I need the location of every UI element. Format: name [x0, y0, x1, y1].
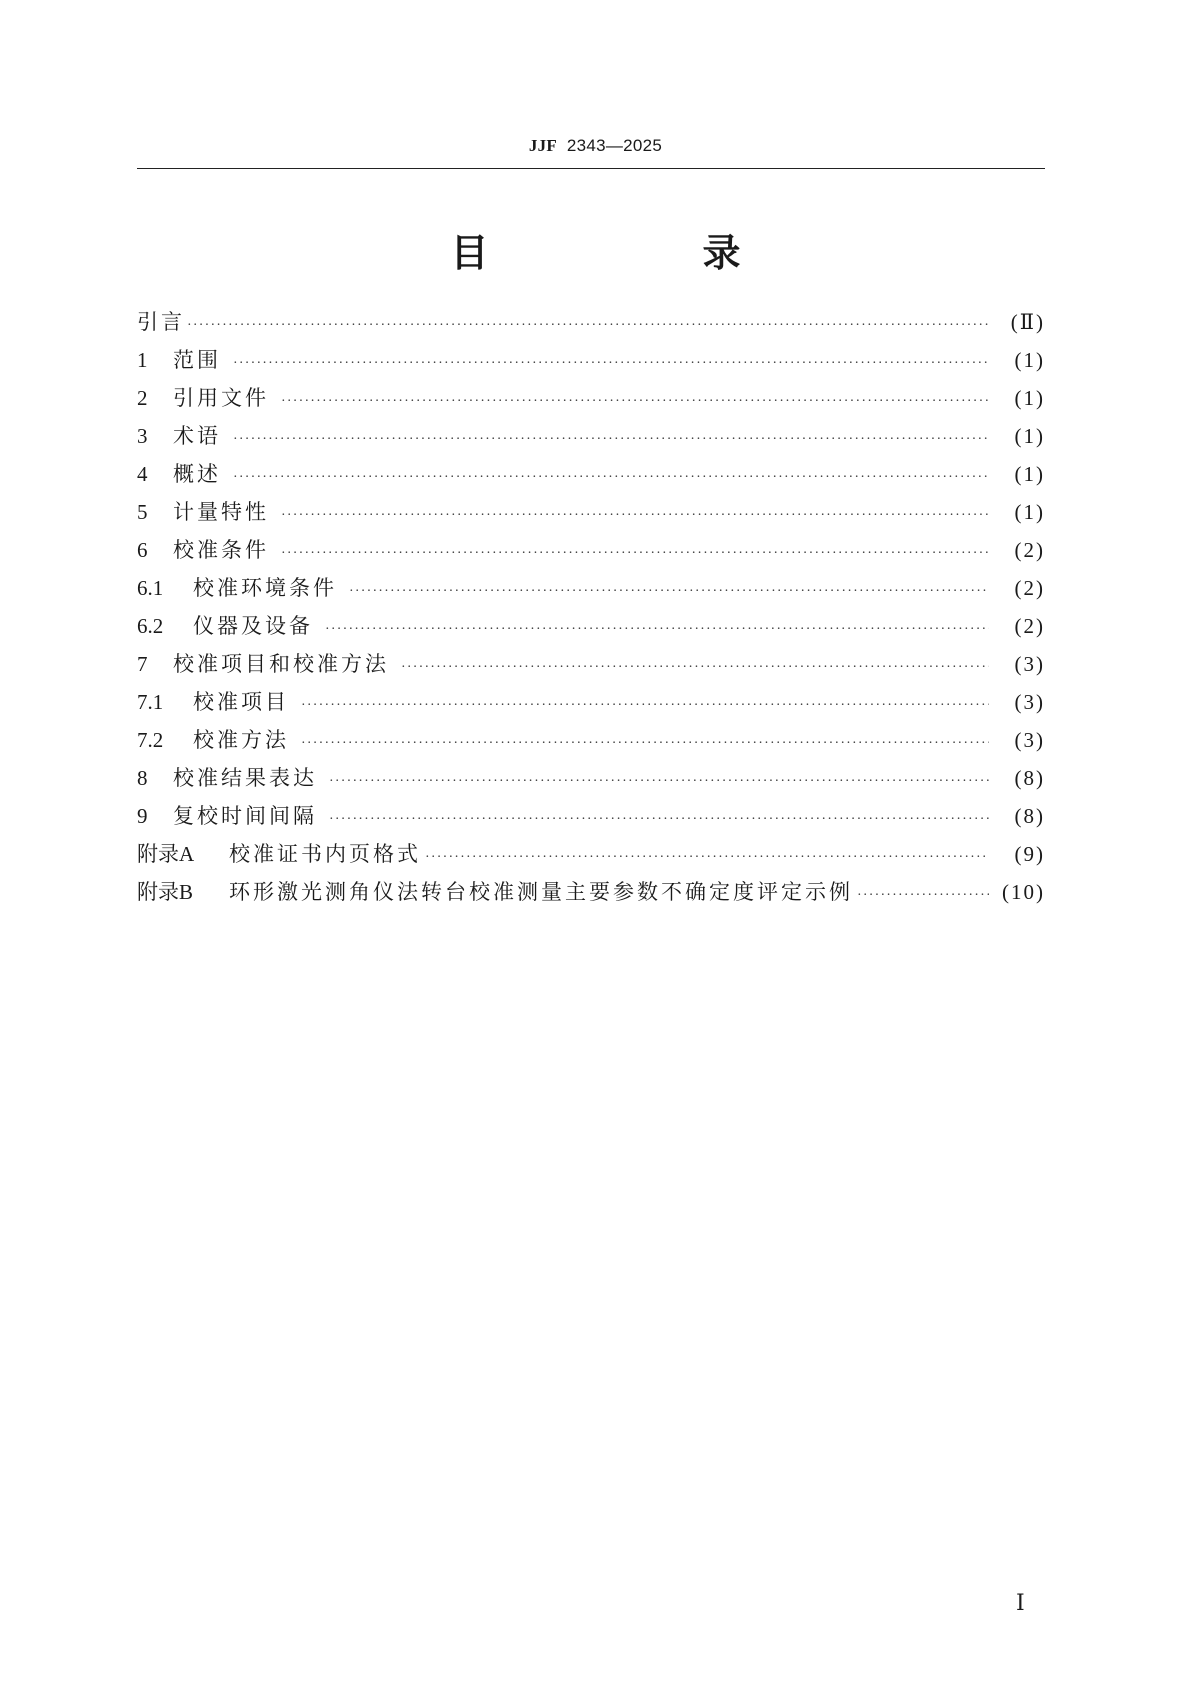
- page-number: Ⅰ: [1016, 1590, 1025, 1615]
- leader-dots: [233, 421, 989, 459]
- leader-dots: [301, 725, 989, 763]
- toc-entry-label: 校准条件: [173, 538, 269, 562]
- standard-number: 2343—2025: [566, 136, 663, 155]
- toc-entry-8[interactable]: [137, 759, 1045, 797]
- leader-dots: [325, 611, 989, 649]
- toc-entry-label: 校准方法: [193, 728, 289, 752]
- leader-dots: [425, 839, 989, 877]
- toc-entry-page: (2): [1014, 538, 1045, 562]
- leader-dots: [329, 801, 989, 839]
- toc-entry-label: 校准项目和校准方法: [173, 652, 389, 676]
- toc-entry-number: 2: [137, 386, 148, 410]
- toc-entry-page: (10): [1002, 880, 1045, 904]
- toc-entry-label: 引用文件: [173, 386, 269, 410]
- toc-entry-number: 附录A: [137, 842, 195, 866]
- toc-entry-label: 概述: [173, 462, 221, 486]
- leader-dots: [281, 535, 989, 573]
- toc-entry-number: 9: [137, 804, 148, 828]
- toc-entry-6[interactable]: [137, 531, 1045, 569]
- toc-entry-page: (2): [1014, 614, 1045, 638]
- toc-entry-page: (8): [1014, 804, 1045, 828]
- toc-entry-page: (1): [1014, 500, 1045, 524]
- toc-entry-label: 计量特性: [173, 500, 269, 524]
- toc-entry-number: 附录B: [137, 880, 194, 904]
- table-of-contents: [137, 303, 1045, 911]
- toc-entry-page: (1): [1014, 386, 1045, 410]
- toc-entry-page: (3): [1014, 690, 1045, 714]
- toc-entry-number: 3: [137, 424, 148, 448]
- toc-entry-5[interactable]: [137, 493, 1045, 531]
- toc-entry-label: 仪器及设备: [193, 614, 313, 638]
- toc-entry-number: 7: [137, 652, 148, 676]
- leader-dots: [281, 497, 989, 535]
- toc-entry-number: 8: [137, 766, 148, 790]
- toc-entry-label: 复校时间间隔: [173, 804, 317, 828]
- toc-entry-9[interactable]: [137, 797, 1045, 835]
- leader-dots: [187, 307, 989, 345]
- toc-entry-page: (3): [1014, 652, 1045, 676]
- toc-entry-page: (3): [1014, 728, 1045, 752]
- toc-entry-7[interactable]: [137, 645, 1045, 683]
- document-header: [0, 136, 1191, 156]
- toc-entry-7-2[interactable]: [137, 721, 1045, 759]
- toc-entry-3[interactable]: [137, 417, 1045, 455]
- toc-entry-introduction[interactable]: [137, 303, 1045, 341]
- toc-entry-number: 1: [137, 348, 148, 372]
- toc-entry-label: 校准环境条件: [193, 576, 337, 600]
- header-divider: [137, 168, 1045, 169]
- toc-entry-page: (1): [1014, 462, 1045, 486]
- toc-entry-page: (Ⅱ): [1010, 310, 1045, 334]
- toc-entry-number: 5: [137, 500, 148, 524]
- standard-code: JJF: [528, 136, 558, 155]
- toc-entry-number: 6: [137, 538, 148, 562]
- toc-entry-4[interactable]: [137, 455, 1045, 493]
- toc-entry-6-2[interactable]: [137, 607, 1045, 645]
- toc-entry-7-1[interactable]: [137, 683, 1045, 721]
- toc-entry-label: 术语: [173, 424, 221, 448]
- toc-entry-label: 环形激光测角仪法转台校准测量主要参数不确定度评定示例: [229, 880, 853, 904]
- leader-dots: [857, 877, 989, 915]
- leader-dots: [329, 763, 989, 801]
- toc-entry-number: 7.2: [137, 728, 164, 752]
- toc-entry-label: 校准结果表达: [173, 766, 317, 790]
- toc-entry-page: (8): [1014, 766, 1045, 790]
- toc-entry-number: 6.1: [137, 576, 164, 600]
- leader-dots: [233, 459, 989, 497]
- toc-entry-number: 7.1: [137, 690, 164, 714]
- toc-entry-page: (1): [1014, 348, 1045, 372]
- toc-entry-1[interactable]: [137, 341, 1045, 379]
- toc-entry-appendix-a[interactable]: [137, 835, 1045, 873]
- toc-entry-page: (1): [1014, 424, 1045, 448]
- toc-entry-label: 引言: [137, 310, 185, 334]
- leader-dots: [301, 687, 989, 725]
- leader-dots: [233, 345, 989, 383]
- toc-entry-page: (2): [1014, 576, 1045, 600]
- toc-entry-label: 校准项目: [193, 690, 289, 714]
- toc-entry-2[interactable]: [137, 379, 1045, 417]
- leader-dots: [349, 573, 989, 611]
- toc-entry-label: 校准证书内页格式: [229, 842, 421, 866]
- toc-entry-label: 范围: [173, 348, 221, 372]
- page-title: 目 录: [450, 231, 829, 275]
- toc-entry-page: (9): [1014, 842, 1045, 866]
- toc-entry-number: 6.2: [137, 614, 164, 638]
- toc-entry-appendix-b[interactable]: [137, 873, 1045, 911]
- toc-entry-6-1[interactable]: [137, 569, 1045, 607]
- toc-entry-number: 4: [137, 462, 148, 486]
- leader-dots: [401, 649, 989, 687]
- leader-dots: [281, 383, 989, 421]
